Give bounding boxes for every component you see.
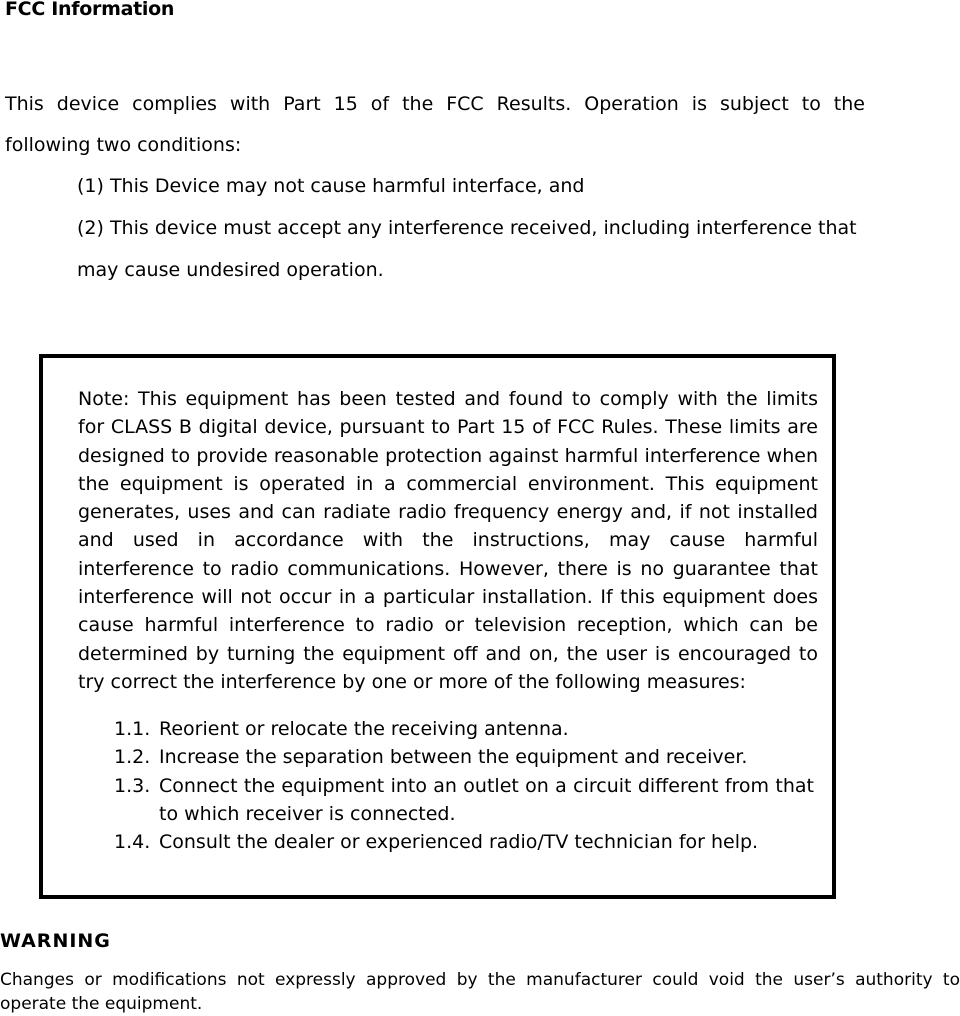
compliance-statement bbox=[5, 84, 865, 166]
measure-text: Increase the separation between the equipment and receiver. bbox=[159, 746, 748, 769]
warning-heading: WARNING bbox=[0, 930, 111, 952]
measure-number: 1.4. bbox=[114, 831, 151, 854]
warning-text: Changes or modifications not expressly approved by the manufacturer could void the user’s authority to operate the equipment. bbox=[0, 970, 960, 1014]
compliance-line-2: following two conditions: bbox=[5, 134, 242, 156]
measure-number: 1.1. bbox=[114, 718, 151, 740]
measure-text: Reorient or relocate the receiving antenna. bbox=[159, 718, 569, 740]
measure-item bbox=[114, 715, 814, 743]
measure-item bbox=[114, 743, 814, 771]
measure-item bbox=[114, 828, 814, 856]
page-title: FCC Information bbox=[5, 0, 175, 20]
compliance-line-1: This device complies with Part 15 of the FCC Results. Operation is subject to the bbox=[5, 93, 865, 115]
measure-text: Consult the dealer or experienced radio/TV technician for help. bbox=[159, 831, 759, 854]
measure-number: 1.3. bbox=[114, 774, 151, 797]
measures-list bbox=[114, 715, 814, 856]
note-text: Note: This equipment has been tested and found to comply with the limits for CLASS B digital device, pursuant to Part 15 of FCC Rules. These limits are designed to provide reasonable protection against harmful interference when the equipment is operated in a commercial environment. This equipment generates, uses and can radiate radio frequency energy and, if not installed and used in accordance with the instructions, may cause harmful interference to radio communications. However, there is no guarantee that interference will not occur in a particular installation. If this equipment does cause harmful interference to radio or television reception, which can be determined by turning the equipment off and on, the user is encouraged to try correct the interference by one or more of the following measures: bbox=[78, 388, 818, 693]
measure-text: Connect the equipment into an outlet on a circuit different from that to which receiver is connected. bbox=[159, 774, 814, 825]
conditions-list bbox=[77, 165, 877, 291]
note-box bbox=[39, 354, 836, 899]
condition-item: (1) This Device may not cause harmful interface, and bbox=[77, 175, 585, 197]
condition-item: (2) This device must accept any interference received, including interference that may cause undesired operation. bbox=[77, 217, 857, 281]
measure-item bbox=[114, 772, 814, 829]
measure-number: 1.2. bbox=[114, 746, 151, 769]
